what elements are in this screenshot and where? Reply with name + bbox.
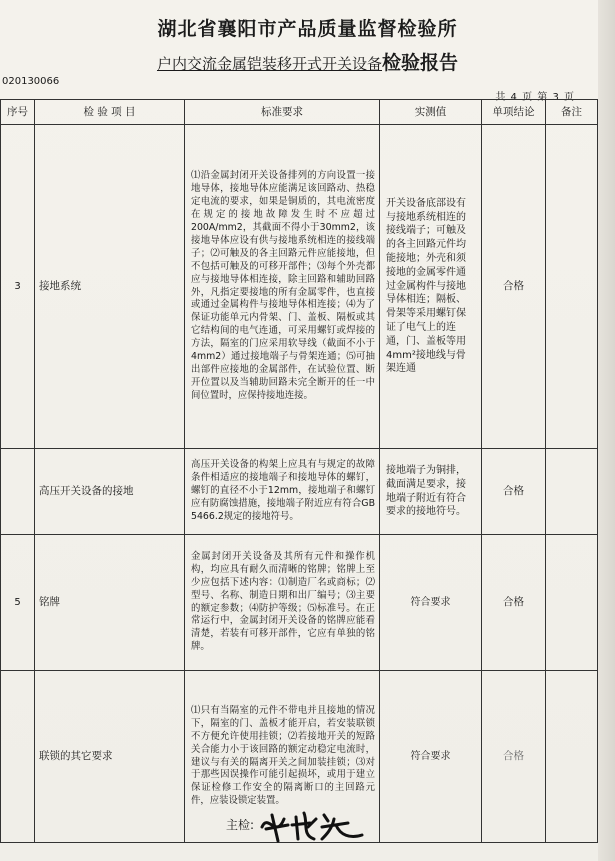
row-item: 高压开关设备的接地	[35, 449, 185, 535]
col-header-no: 序号	[1, 100, 35, 125]
row-no: 3	[1, 125, 35, 449]
report-number: 020130066	[2, 76, 60, 87]
inspection-table	[0, 99, 598, 843]
row-conclusion: 合格	[482, 535, 546, 671]
row-conclusion: 合格	[482, 671, 546, 843]
col-header-measured: 实测值	[380, 100, 482, 125]
table-row	[1, 125, 598, 449]
row-measured: 开关设备底部设有与接地系统相连的接线端子；可触及的各主回路元件均能接地；外壳和须接地的金属零件通过金属构件与接地导体相连；隔板、骨架等采用螺钉保证了电气上的连通，门、盖板等用4mm²接地线与骨架连通	[380, 125, 482, 449]
page-info: 共 4 页 第 3 页	[495, 92, 575, 103]
row-measured: 符合要求	[380, 535, 482, 671]
col-header-remark: 备注	[546, 100, 598, 125]
row-standard: 高压开关设备的构架上应具有与规定的故障条件相适应的接地端子和接地导体的螺钉，螺钉的直径不小于12mm，接地端子和螺钉应有防腐蚀措施，接地端子附近应有符合GB 5466.2规定的接地符号。	[185, 449, 380, 535]
inspector-label: 主检:	[226, 818, 255, 832]
row-no: 5	[1, 535, 35, 671]
row-remark	[546, 535, 598, 671]
row-no	[1, 671, 35, 843]
table-header-row	[1, 100, 598, 125]
col-header-conclusion: 单项结论	[482, 100, 546, 125]
report-title	[0, 48, 615, 75]
report-kind: 检验报告	[382, 52, 459, 74]
row-remark	[546, 671, 598, 843]
row-measured: 接地端子为铜排，截面满足要求，接地端子附近有符合要求的接地符号。	[380, 449, 482, 535]
row-conclusion: 合格	[482, 125, 546, 449]
row-item: 接地系统	[35, 125, 185, 449]
row-standard: ⑴只有当隔室的元件不带电并且接地的情况下，隔室的门、盖板才能开启，若安装联锁不方便允许使用挂锁；⑵若接地开关的短路关合能力小于该回路的额定动稳定电流时，建议与有关的隔离开关之间加装挂锁；⑶对于那些因误操作可能引起损坏，或用于建立保证检修工作安全的隔离断口的主回路元件，应装设锁定装置。	[185, 671, 380, 843]
row-item: 联锁的其它要求	[35, 671, 185, 843]
table-row	[1, 535, 598, 671]
table-row	[1, 449, 598, 535]
row-standard: ⑴沿金属封闭开关设备排列的方向设置一接地导体，接地导体应能满足该回路动、热稳定电流的要求，如果是铜质的，其电流密度在规定的接地故障发生时不应超过200A/mm2，其截面不得小于30mm2，该接地导体应设有供与接地系统相连的接线端子；⑵可触及的各主回路元件应能接地，但不包括可触及的可移开部件；⑶每个外壳都应与接地导体相连接，除主回路和辅助回路外，凡指定要接地的所有金属零件，也直接或通过金属构件与接地导体相连接；⑷为了保证功能单元内骨架、门、盖板、隔板或其它结构间的电气连通，可采用螺钉或焊接的方法，隔室的门应采用软导线（截面不小于4mm2）通过接地端子与骨架连通；⑸可抽出部件应接地的金属部件，在试验位置、断开位置以及当辅助回路未完全断开的任一中间位置时，应保持接地连接。	[185, 125, 380, 449]
row-measured: 符合要求	[380, 671, 482, 843]
institute-name: 湖北省襄阳市产品质量监督检验所	[157, 18, 458, 40]
inspector-signature	[258, 805, 368, 845]
row-no	[1, 449, 35, 535]
col-header-standard: 标准要求	[185, 100, 380, 125]
row-conclusion: 合格	[482, 449, 546, 535]
row-standard: 金属封闭开关设备及其所有元件和操作机构，均应具有耐久而清晰的铭牌；铭牌上至少应包括下述内容：⑴制造厂名或商标；⑵型号、名称、制造日期和出厂编号；⑶主要的额定参数；⑷防护等级；⑸标准号。在正常运行中，金属封闭开关设备的铭牌应能看清楚，若装有可移开部件，它应有单独的铭牌。	[185, 535, 380, 671]
product-name: 户内交流金属铠装移开式开关设备	[156, 55, 382, 73]
row-remark	[546, 449, 598, 535]
page-binding-edge	[598, 0, 615, 861]
col-header-item: 检 验 项 目	[35, 100, 185, 125]
row-remark	[546, 125, 598, 449]
row-item: 铭牌	[35, 535, 185, 671]
